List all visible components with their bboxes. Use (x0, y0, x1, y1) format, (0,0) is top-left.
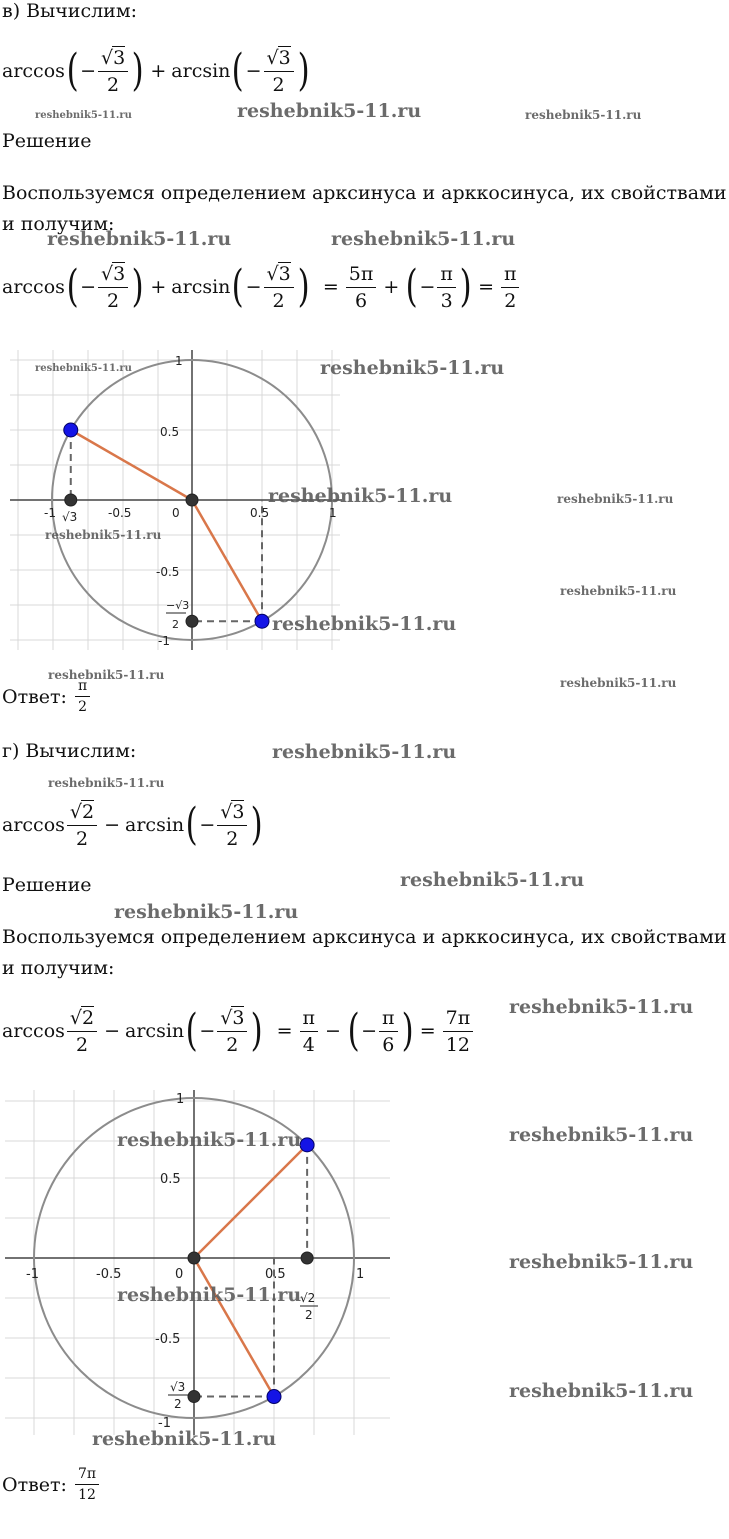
arcsin-fn: arcsin (171, 276, 231, 298)
watermark: reshebnik5-11.ru (48, 668, 165, 682)
watermark: reshebnik5-11.ru (47, 228, 232, 250)
watermark: reshebnik5-11.ru (509, 1380, 694, 1402)
fraction-pi-over-6: $\frac{\pi}{6}$ (379, 1007, 398, 1056)
watermark: reshebnik5-11.ru (92, 1428, 277, 1450)
fraction-pi-over-2: $\frac{\pi}{2}$ (501, 263, 520, 312)
part-v-answer (2, 678, 92, 715)
label-sqrt3: √3 (62, 510, 78, 524)
part-v-explanation: Воспользуемся определением арксинуса и арккосинуса, их свойствами и получим: (2, 182, 727, 235)
minus-sign: − (80, 276, 96, 298)
answer-label: Ответ: (2, 1473, 67, 1496)
fraction-sqrt3-over-2: $\frac{√3}{2}$ (264, 263, 294, 312)
watermark: reshebnik5-11.ru (35, 110, 132, 121)
plus-sign: + (150, 276, 167, 298)
origin-point (186, 494, 198, 506)
angle-point (300, 1138, 314, 1152)
arcsin-fn: arcsin (125, 1020, 185, 1042)
watermark: reshebnik5-11.ru (331, 228, 516, 250)
part-g-expression: arccos $\frac{√2}{2}$ − arcsin ( − $\frac{√3}{2}$ ) (2, 799, 264, 850)
fraction-sqrt3-over-2: $\frac{√3}{2}$ (264, 47, 294, 96)
tick-y-05: 0.5 (160, 425, 180, 439)
projection-point (301, 1252, 313, 1264)
arccos-fn: arccos (2, 60, 65, 82)
answer-label: Ответ: (2, 685, 67, 708)
part-v-expression: arccos ( − $\frac{√3}{2}$ ) + arcsin ( − $\frac{√3}{2}$ ) (2, 45, 310, 96)
fraction-sqrt3-over-2: $\frac{√3}{2}$ (98, 47, 128, 96)
fraction-5pi-over-6: $\frac{5\pi}{6}$ (346, 263, 377, 312)
watermark: reshebnik5-11.ru (114, 901, 299, 923)
answer-fraction: $\frac{\pi}{2}$ (75, 678, 90, 715)
watermark: reshebnik5-11.ru (525, 108, 642, 122)
minus-sign: − (104, 1020, 121, 1042)
equals-sign: = (478, 276, 494, 298)
watermark: reshebnik5-11.ru (509, 1124, 694, 1146)
part-v-solution-expression: arccos ( − $\frac{√3}{2}$ ) + arcsin ( − $\frac{√3}{2}$ ) = $\frac{5\pi}{6}$ + ( − $\frac{\pi}{3}$ ) = $\frac{\pi}{2}$ (2, 252, 521, 322)
radius-segment (194, 1145, 307, 1258)
minus-sign: − (199, 1020, 216, 1042)
watermark: reshebnik5-11.ru (237, 100, 422, 122)
arccos-fn: arccos (2, 276, 65, 298)
equals-sign: = (276, 1020, 293, 1042)
projection-point (186, 615, 198, 627)
tick-x-05: 0.5 (265, 1267, 286, 1282)
tick-x-0: 0 (172, 506, 180, 520)
answer-fraction: $\frac{7\pi}{12}$ (75, 1466, 99, 1503)
watermark: reshebnik5-11.ru (45, 528, 162, 542)
fraction-pi-over-3: $\frac{\pi}{3}$ (437, 263, 456, 312)
part-v-heading: в) Вычислим: (2, 0, 138, 22)
minus-sign: − (325, 1020, 341, 1042)
projection-point (65, 494, 77, 506)
label-den-2: 2 (174, 1397, 182, 1411)
fraction-sqrt3-over-2: $\frac{√3}{2}$ (98, 263, 128, 312)
tick-x-neg05: -0.5 (108, 506, 132, 520)
plus-sign: + (150, 60, 167, 82)
arcsin-fn: arcsin (125, 814, 185, 836)
watermark: reshebnik5-11.ru (48, 776, 165, 790)
minus-sign: − (419, 276, 436, 298)
fraction-7pi-over-12: $\frac{7\pi}{12}$ (443, 1007, 474, 1056)
tick-y-05: 0.5 (160, 1172, 181, 1187)
watermark: reshebnik5-11.ru (560, 584, 677, 598)
watermark: reshebnik5-11.ru (400, 869, 585, 891)
projection-point (188, 1391, 200, 1403)
tick-y-neg1: -1 (158, 1416, 171, 1431)
part-g-solution-label: Решение (2, 874, 92, 896)
tick-x-neg05: -0.5 (96, 1267, 122, 1282)
fraction-sqrt3-over-2: $\frac{√3}{2}$ (217, 801, 247, 850)
angle-point (64, 423, 78, 437)
label-den-2: 2 (305, 1308, 313, 1322)
tick-x-1: 1 (329, 506, 337, 520)
arcsin-fn: arcsin (171, 60, 231, 82)
arccos-fn: arccos (2, 814, 65, 836)
part-g-heading: г) Вычислим: (2, 740, 137, 762)
origin-point (188, 1252, 200, 1264)
watermark: reshebnik5-11.ru (509, 996, 694, 1018)
watermark: reshebnik5-11.ru (320, 357, 505, 379)
equals-sign: = (322, 276, 339, 298)
plus-sign: + (383, 276, 400, 298)
part-g-solution-expression: arccos $\frac{√2}{2}$ − arcsin ( − $\frac{√3}{2}$ ) = $\frac{\pi}{4}$ − ( − $\frac{\pi}{6}$ ) = $\frac{7\pi}{12}$ (2, 996, 475, 1066)
tick-y-1: 1 (175, 354, 183, 368)
label-sqrt2: √2 (300, 1291, 316, 1305)
watermark: reshebnik5-11.ru (509, 1251, 694, 1273)
fraction-pi-over-4: $\frac{\pi}{4}$ (300, 1007, 319, 1056)
angle-point (255, 614, 269, 628)
watermark: reshebnik5-11.ru (272, 613, 457, 635)
watermark: reshebnik5-11.ru (560, 676, 677, 690)
tick-x-1: 1 (356, 1267, 365, 1282)
watermark: reshebnik5-11.ru (557, 492, 674, 506)
minus-sign: − (361, 1020, 378, 1042)
fraction-sqrt3-over-2: $\frac{√3}{2}$ (217, 1007, 247, 1056)
minus-sign: − (199, 814, 216, 836)
minus-sign: − (80, 60, 96, 82)
tick-x-05: 0.5 (250, 506, 270, 520)
minus-sign: − (245, 60, 262, 82)
tick-x-0: 0 (175, 1267, 184, 1282)
tick-x-neg1: -1 (44, 506, 56, 520)
label-den-2: 2 (172, 618, 179, 631)
minus-sign: − (245, 276, 262, 298)
fraction-sqrt2-over-2: $\frac{√2}{2}$ (67, 1007, 97, 1056)
arccos-fn: arccos (2, 1020, 65, 1042)
label-neg-sqrt3: −√3 (166, 599, 190, 612)
watermark: reshebnik5-11.ru (268, 485, 453, 507)
equals-sign: = (419, 1020, 436, 1042)
tick-y-1: 1 (176, 1092, 185, 1107)
tick-y-neg05: -0.5 (155, 1332, 181, 1347)
tick-y-neg05: -0.5 (156, 565, 180, 579)
part-g-answer (2, 1466, 101, 1503)
angle-point (267, 1390, 281, 1404)
watermark: reshebnik5-11.ru (117, 1129, 302, 1151)
watermark: reshebnik5-11.ru (35, 363, 132, 374)
label-sqrt3: √3 (170, 1380, 186, 1394)
watermark: reshebnik5-11.ru (272, 741, 457, 763)
part-g-explanation: Воспользуемся определением арксинуса и арккосинуса, их свойствами и получим: (2, 926, 727, 979)
part-v-solution-label: Решение (2, 130, 92, 152)
minus-sign: − (104, 814, 121, 836)
tick-y-neg1: -1 (158, 634, 170, 648)
tick-x-neg1: -1 (26, 1267, 39, 1282)
watermark: reshebnik5-11.ru (117, 1284, 302, 1306)
fraction-sqrt2-over-2: $\frac{√2}{2}$ (67, 801, 97, 850)
